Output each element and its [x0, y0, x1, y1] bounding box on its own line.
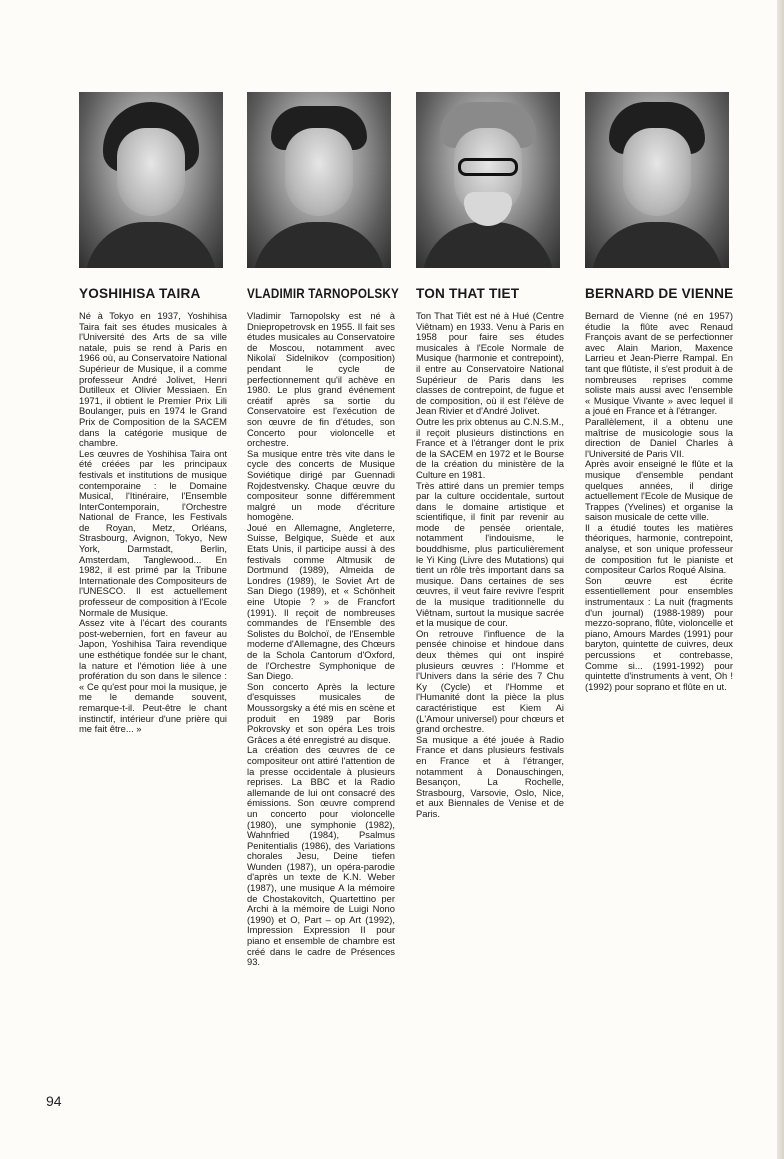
bio-paragraph: Les œuvres de Yoshihisa Taira ont été créées par les principaux festivals et institutions de musique contemporaine : le Domaine Musical, l'Itinéraire, l'Ensemble InterContemporain, l'Orchestre National de France, les Festivals de Royan, Metz, Orléans, Strasbourg, Avignon, Tokyo, New York, Darmstadt, Berlin, Amsterdam, Tanglewood... En 1982, il est primé par la Tribune Internationale des Compositeurs de l'UNESCO. Il est actuellement professeur de composition à l'Ecole Normale de Musique. — [79, 447, 228, 618]
bio-paragraph: Outre les prix obtenus au C.N.S.M., il reçoit plusieurs distinctions en France et à l'étranger dont le prix de la SACEM en 1972 et le Bourse de la création du ministère de la Culture en 1981. — [416, 415, 564, 480]
bio-paragraph: Sa musique entre très vite dans le cycle des concerts de Musique Soviétique dirigé par Guennadi Rojdestvensky. Chaque œuvre du compositeur sonne différemment malgré un mode d'écriture homogène. — [247, 447, 395, 523]
biography — [585, 311, 733, 692]
column-yoshihisa-taira — [79, 92, 227, 735]
photo-shoulders — [85, 222, 217, 268]
bio-paragraph: Son concerto Après la lecture d'esquisses musicales de Moussorgsky a été mis en scène et produit en 1989 par Boris Pokrovsky et son opéra Les trois Grâces a été enregistré au disque. — [247, 680, 395, 745]
portrait-photo — [416, 92, 560, 268]
photo-shoulders — [422, 222, 554, 268]
bio-paragraph: Il a étudié toutes les matières théoriques, harmonie, contrepoint, analyse, et son unique professeur de composition fut le pianiste et compositeur Carlos Roqué Alsina. — [585, 521, 733, 576]
bio-paragraph: Très attiré dans un premier temps par la culture occidentale, surtout dans le domaine artistique et scientifique, il finit par revenir au mode de pensée orientale, notamment l'indouisme, le bouddhisme, plus particulièrement le Yi King (Livre des Mutations) qui tient un rôle très important dans sa musique. Dans certaines de ses œuvres, il veut faire revivre l'esprit de la musique traditionnelle du Viêtnam, surtout la musique sacrée et la musique de cour. — [416, 479, 564, 629]
bio-paragraph: Vladimir Tarnopolsky est né à Dniepropetrovsk en 1955. Il fait ses études musicales au Conservatoire de Moscou, notamment avec Nikolaï Sidelnikov (composition) pendant le cycle de perfectionnement qu'il achève en 1980. Le plus grand événement créatif après sa sortie du Conservatoire est l'exécution de son œuvre de fin d'études, son Concerto pour violoncelle et orchestre. — [247, 310, 395, 449]
composer-name: TON THAT TIET — [416, 286, 520, 301]
photo-face — [285, 128, 353, 216]
bio-paragraph: Assez vite à l'écart des courants post-webernien, fort en faveur au Japon, Yoshihisa Taira revendique une esthétique fondée sur le chant, la nature et l'émotion liée à une profération du son dans le silence : « Ce qu'est pour moi la musique, je me le demande souvent, remarque-t-il. Peut-être le chant instinctif, intérieur d'une prière qui me fait être... » — [79, 617, 227, 735]
bio-paragraph: Son œuvre est écrite essentiellement pour ensembles instrumentaux : La nuit (fragments d'un journal) (1988-1989) pour mezzo-soprano, flûte, violoncelle et piano, Amours Mardes (1991) pour baryton, quintette de cuivres, deux percussions et contrebasse, Comme si... (1991-1992) pour quintette d'instruments à vent, Oh ! (1992) pour soprano et flûte en ut. — [585, 574, 733, 692]
bio-paragraph: On retrouve l'influence de la pensée chinoise et hindoue dans deux thèmes qui ont inspiré plusieurs œuvres : l'Homme et l'Univers dans la série des 7 Chu Ky (Cycle) et l'Homme et l'Humanité dont la pièce la plus caractéristique est Kiem Ai (L'Amour universel) pour chœurs et grand orchestre. — [416, 627, 564, 735]
photo-face — [117, 128, 185, 216]
portrait-photo — [79, 92, 223, 268]
bio-paragraph: Né à Tokyo en 1937, Yoshihisa Taira fait ses études musicales à l'Université des Arts de sa ville natale, puis se rend à Paris en 1966 où, au Conservatoire National Supérieur de Musique, il a comme professeur André Jolivet, Henri Dutilleux et Olivier Messiaen. En 1971, il obtient le Premier Prix Lili Boulanger, puis en 1974 le Grand Prix de Composition de la SACEM dans la catégorie musique de chambre. — [79, 310, 227, 449]
photo-shoulders — [253, 222, 385, 268]
bio-paragraph: La création des œuvres de ce compositeur ont attiré l'attention de la presse occidentale à plusieurs reprises. La BBC et la Radio allemande de lui ont consacré des émissions. Son œuvre comprend un concerto pour violoncelle (1980), une symphonie (1982), Wahnfried (1984), Psalmus Penitentialis (1986), des Variations chorales Jesu, Deine tiefen Wunden (1987), un opéra-parodie d'après un texte de K.N. Weber (1987), une musique A la mémoire de Chostakovitch, Quartettino per Archi à la mémoire de Luigi Nono (1990) et O, Part – op Art (1992), Impression Expression II pour piano et ensemble de chambre est créé dans le cadre de Présences 93. — [247, 744, 395, 968]
page-edge — [777, 0, 784, 1159]
portrait-photo — [585, 92, 729, 268]
portrait-photo — [247, 92, 391, 268]
column-ton-that-tiet — [416, 92, 564, 820]
composer-name: BERNARD DE VIENNE — [585, 286, 734, 301]
bio-paragraph: Joué en Allemagne, Angleterre, Suisse, Belgique, Suède et aux Etats Unis, il participe aussi à des festivals comme Altmusik de Dortmund (1989), Almeida de Londres (1989), le Soviet Art de San Diego (1989), et « Schönheit eine Utopie ? » de Francfort (1991). Il reçoit de nombreuses commandes de l'Ensemble des Solistes du Bolchoï, de l'Ensemble moderne d'Allemagne, des Chœurs de la Schola Cantorum d'Oxford, de l'Orchestre Symphonique de San Diego. — [247, 521, 395, 682]
bio-paragraph: Bernard de Vienne (né en 1957) étudie la flûte avec Renaud François avant de se perfectionner avec Alain Marion, Maxence Larrieu et Jean-Pierre Rampal. En tant que flûtiste, il s'est produit à de nombreuses reprises comme soliste mais aussi avec l'ensemble « Musique Vivante » avec lequel il a joué en France et à l'étranger. — [585, 310, 733, 417]
page-number: 94 — [46, 1093, 62, 1109]
bio-paragraph: Sa musique a été jouée à Radio France et dans plusieurs festivals en France et à l'étranger, notamment à Donauschingen, Besançon, La Rochelle, Strasbourg, Varsovie, Oslo, Nice, et aux Biennales de Venise et de Paris. — [416, 733, 564, 819]
bio-paragraph: Parallèlement, il a obtenu une maîtrise de musicologie sous la direction de Daniel Charles à l'Université de Paris VII. — [585, 415, 733, 459]
column-bernard-de-vienne — [585, 92, 733, 692]
bio-paragraph: Après avoir enseigné le flûte et la musique d'ensemble pendant quelques années, il dirige actuellement l'Ecole de Musique de Trappes (Yvelines) et organise la saison musicale de cette ville. — [585, 458, 733, 523]
biography — [247, 311, 395, 968]
photo-face — [623, 128, 691, 216]
composer-name: VLADIMIR TARNOPOLSKY — [247, 286, 399, 301]
composer-name: YOSHIHISA TAIRA — [79, 286, 201, 301]
photo-beard — [464, 192, 512, 226]
photo-glasses — [458, 158, 518, 176]
biography — [416, 311, 564, 820]
column-vladimir-tarnopolsky — [247, 92, 399, 968]
biography — [79, 311, 227, 735]
photo-shoulders — [591, 222, 723, 268]
bio-paragraph: Ton That Tiêt est né à Hué (Centre Viêtnam) en 1933. Venu à Paris en 1958 pour faire ses études musicales à l'Ecole Normale de Musique (harmonie et contrepoint), il entre au Conservatoire National Supérieur de Paris dans les classes de contrepoint, de fugue et de composition, où il est l'élève de Jean Rivier et d'André Jolivet. — [416, 310, 564, 417]
